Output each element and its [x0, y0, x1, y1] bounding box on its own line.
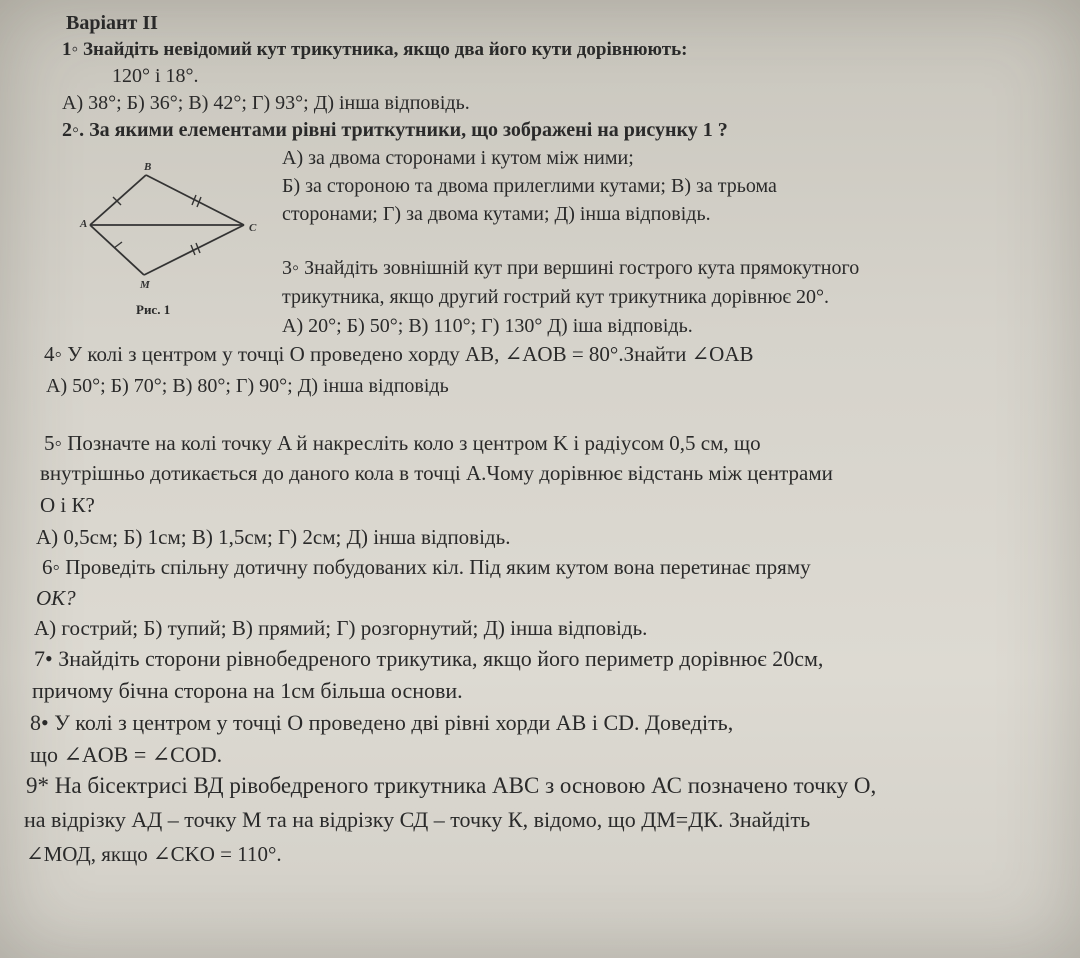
- segment-mc: [144, 225, 244, 275]
- q3-answers: А) 20°; Б) 50°; В) 110°; Г) 130° Д) іша відповідь.: [282, 315, 693, 337]
- q6-answers: А) гострий; Б) тупий; В) прямий; Г) розгорнутий; Д) інша відповідь.: [34, 616, 648, 640]
- figure-caption: Рис. 1: [136, 302, 171, 317]
- q3-text-cont: трикутника, якщо другий гострий кут трикутника дорівнює 20°.: [282, 286, 830, 308]
- variant-title: Варіант ІІ: [66, 12, 158, 34]
- q4-answers: А) 50°; Б) 70°; В) 80°; Г) 90°; Д) інша відповідь: [46, 375, 449, 397]
- q2-text: 2◦. За якими елементами рівні триткутники, що зображені на рисунку 1 ?: [62, 119, 728, 141]
- q1-values: 120° і 18°.: [112, 65, 199, 87]
- tick-am: [114, 242, 122, 248]
- q2-answer-b: Б) за стороною та двома прилеглими кутами; В) за трьома: [282, 175, 777, 197]
- q2-answer-c: сторонами; Г) за двома кутами; Д) інша відповідь.: [282, 203, 711, 225]
- q6-text-end: OK?: [36, 586, 76, 610]
- q6-text: 6◦ Проведіть спільну дотичну побудованих кіл. Під яким кутом вона перетинає пряму: [42, 555, 811, 579]
- q9-text-end: ∠МОД, якщо ∠CKO = 110°.: [26, 842, 282, 866]
- triangle-figure: [78, 155, 278, 325]
- q7-text-cont: причому бічна сторона на 1см більша основи.: [32, 678, 463, 703]
- segment-ba: [90, 175, 146, 225]
- q1-text: 1◦ Знайдіть невідомий кут трикутника, якщо два його кути дорівнюють:: [62, 39, 688, 60]
- q2-answer-a: А) за двома сторонами і кутом між ними;: [282, 147, 634, 169]
- label-c: C: [249, 222, 257, 234]
- segment-bc: [146, 175, 244, 225]
- q5-text-cont: внутрішньо дотикається до даного кола в точці A.Чому дорівнює відстань між центрами: [40, 461, 833, 485]
- label-b: B: [144, 161, 152, 173]
- q5-text: 5◦ Позначте на колі точку A й накресліть коло з центром K і радіусом 0,5 см, що: [44, 431, 761, 455]
- q7-text: 7• Знайдіть сторони рівнобедреного трикутика, якщо його периметр дорівнює 20см,: [34, 646, 824, 671]
- segment-am: [90, 225, 144, 275]
- q8-text-cont: що ∠AOB = ∠COD.: [30, 742, 223, 767]
- q1-answers: А) 38°; Б) 36°; В) 42°; Г) 93°; Д) інша відповідь.: [62, 92, 470, 114]
- q8-text: 8• У колі з центром у точці O проведено дві рівні хорди AB і CD. Доведіть,: [30, 710, 734, 735]
- q9-text-cont: на відрізку АД – точку М та на відрізку СД – точку К, відомо, що ДМ=ДК. Знайдіть: [24, 807, 811, 832]
- q9-text: 9* На бісектрисі ВД рівобедреного трикутника АВС з основою АС позначено точку О,: [26, 773, 877, 798]
- q5-text-end: О і К?: [40, 493, 95, 517]
- q4-text: 4◦ У колі з центром у точці O проведено хорду AB, ∠AOB = 80°.Знайти ∠OAB: [44, 342, 754, 366]
- q5-answers: А) 0,5см; Б) 1см; В) 1,5см; Г) 2см; Д) інша відповідь.: [36, 525, 511, 549]
- label-a: A: [80, 218, 88, 230]
- q3-text: 3◦ Знайдіть зовнішній кут при вершині гострого кута прямокутного: [282, 257, 860, 279]
- label-m: M: [140, 279, 150, 291]
